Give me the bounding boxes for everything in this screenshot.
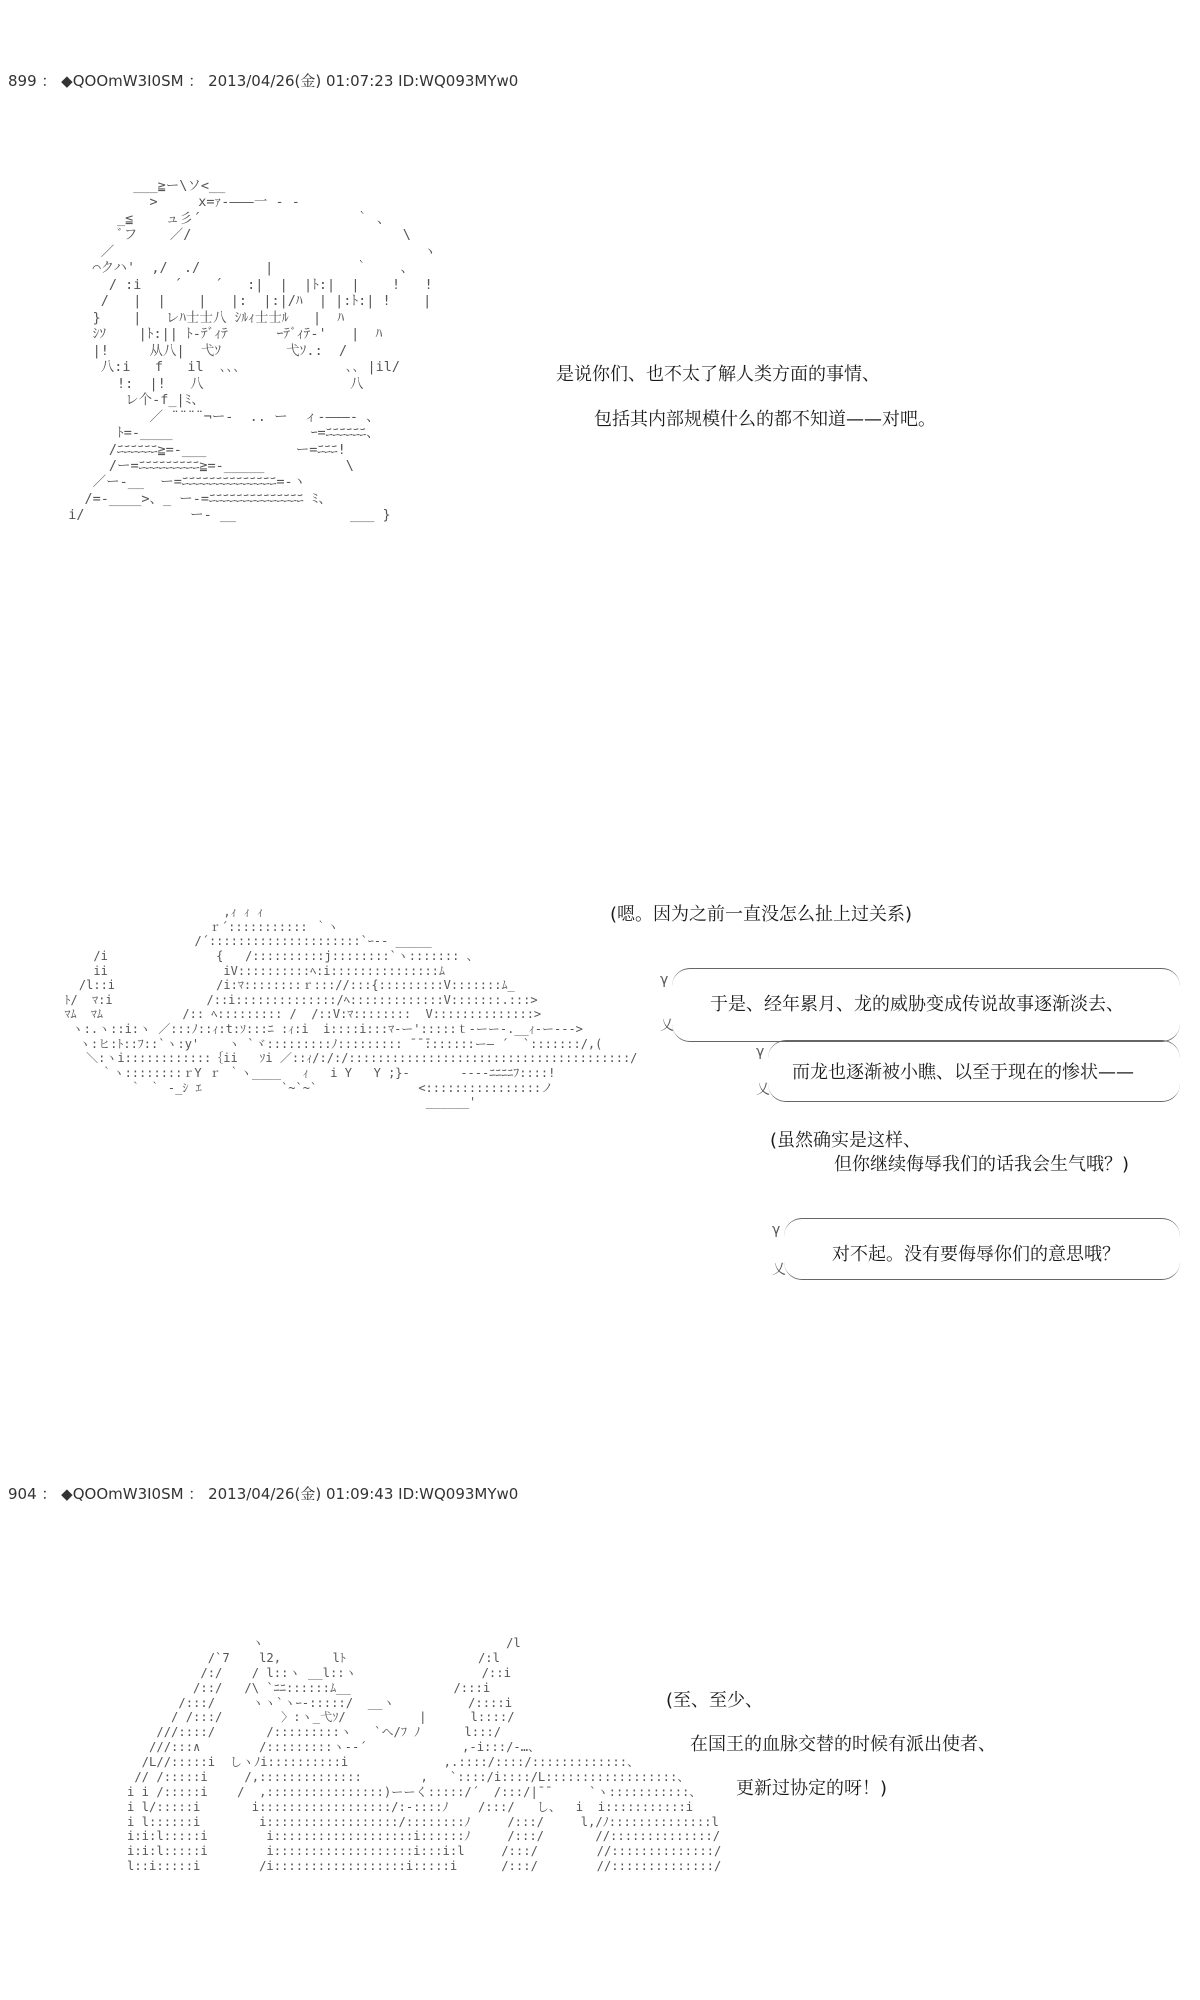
bubble-line: 而龙也逐渐被小瞧、以至于现在的惨状—— xyxy=(792,1062,1134,1083)
post-header-899: 899 ： ◆QOOmW3I0SM ： 2013/04/26(金) 01:07:23 ID:WQ093MYw0 xyxy=(8,72,519,90)
speech-bubble: γ 乂 xyxy=(784,1218,1180,1280)
aside-text: (虽然确实是这样、 xyxy=(770,1130,922,1151)
dialogue-line: 更新过协定的呀！) xyxy=(736,1778,888,1799)
aside-text: (嗯。因为之前一直没怎么扯上过关系) xyxy=(610,904,913,925)
dialogue-line: 包括其内部规模什么的都不知道——对吧。 xyxy=(594,409,936,430)
post-header-904: 904 ： ◆QOOmW3I0SM ： 2013/04/26(金) 01:09:43 ID:WQ093MYw0 xyxy=(8,1485,519,1503)
portrait-ascii-art: ___≧ー\ソ<__ > x=ｧ-―――一 ‐ - _≦ ュ彡´ ｀ 、 ﾞフ ／/ \ ／ ヽ ⌒クハ' ,/ ./ | ｀ 、 / :i ´ ´ :| | |ﾄ:| | ! ! / | | | |: |:|/ﾊ | |:ﾄ:| ! | } | レﾊ士士八 ｼﾙｨ士士ﾙ | ﾊ ｼｿ |ﾄ:|| ﾄ-ﾃﾞｨﾃ ｰﾃﾞｨﾃ-' | ﾊ |! 从八| 弋ｿ 弋ｿ.: / 八:i f il ､､､ ､､ |il/ !: |! 八 八 レ个-f_|ﾐ、 ／ ¨¨¨¨¬ー- .. ー ィ-―――- 、 ﾄ=-____ ｰ=ﾆﾆﾆﾆﾆﾆ、 /ﾆﾆﾆﾆﾆﾆ≧=-___ ー=ﾆﾆﾆ! /ー=ﾆﾆﾆﾆﾆﾆﾆﾆﾆ≧=-_____ \ ／ー-__ ー=ﾆﾆﾆﾆﾆﾆﾆﾆﾆﾆﾆﾆﾆﾆ=-ヽ /=-____>、_ ー-=ﾆﾆﾆﾆﾆﾆﾆﾆﾆﾆﾆﾆﾆﾆ ﾐ、 i/ ー- __ ___ } xyxy=(68,178,437,524)
speech-bubble: γ 乂 xyxy=(768,1040,1180,1102)
bubble-line: 对不起。没有要侮辱你们的意思哦？ xyxy=(832,1244,1120,1265)
aside-text: 但你继续侮辱我们的话我会生气哦？) xyxy=(834,1154,1130,1175)
dialogue-line: 是说你们、也不太了解人类方面的事情、 xyxy=(556,364,880,385)
speech-bubble: γ 乂 xyxy=(672,968,1180,1042)
dialogue-line: (至、至少、 xyxy=(666,1690,764,1711)
child-ascii-art: ヽ /l /`7 l2, lﾄ /:l /:/ / l::ヽ __l::ヽ /::i /::/ /\ `ﾆﾆ::::::ﾑ__ /:::i /:::/ ヽヽ`ヽｰ-:::::/ __ヽ /::::i / /:::/ 〉:ヽ_弋ｿ/ | l::::/ ///::::/ /:::::::::ヽ `ヘ/ﾌ ﾉ l:::/ ///:::∧ /:::::::::ヽ-‐´ ,-i:::/-…、 /L//:::::i しヽﾉi::::::::::i ,.::::/::::/:::::::::::::、 // /:::::i /,:::::::::::::: , `::::/i::::/L::::::::::::::::::、 i i /:::::i / ,::::::::::::::::)ーーく:::::/´ /:::/|¯¯ `ヽ:::::::::::、 i l/:::::i i::::::::::::::::::/:-::::ﾉ /:::/ し、 i i:::::::::::i i l::::::i i::::::::::::::::::/::::::::ﾉ /:::/ l,/ﾉ::::::::::::::l i:i:l:::::i i:::::::::::::::::::i::::::ﾉ /:::/ //::::::::::::::/ i:i:l:::::i i:::::::::::::::::::i:::i:l /:::/ //::::::::::::::/ l::i:::::i /i::::::::::::::::::i:::::i /:::/ //::::::::::::::/ xyxy=(127,1636,722,1874)
dragon-ascii-art: ,ｨ ｨ ｨ ｒ´::::::::::: ｀ヽ /´:::::::::::::::::::::`ｰ-- _____ /i { /::::::::::j::::::::`ヽ::::::: 、 ii iV::::::::::ﾍ:i:::::::::::::::ﾑ /l::i /i:ﾏ::::::::ｒ::://:::{:::::::::V:::::::ﾑ_ ﾄ/ ﾏ:i /::i::::::::::::::/ﾍ:::::::::::::V:::::::.:::> ﾏﾑ ﾏﾑ /:: ﾍ::::::::: / /::V:ﾏ:::::::: V::::::::::::::> ヽ:.ヽ::i:ヽ ／:::ﾉ::ｨ:t:ｿ:::ﾆ :ｨ:i i::::i:::ﾏ-ー':::::ｔ-ーー-.__ｨ-ー---> ヽ:ヒ:ﾄ::ﾌ::`ヽ:y' ヽ `ヾ:::::::::ﾉ::::::::: ̄ ̄ ̄:::::::ー― ´ `:::::::/,( ＼:ヽi::::::::::::｛ii ｿi ／::ｨ/:/:/:::::::::::::::::::::::::::::::::::::::/ ｀ヽ::::::::ｒY ｒ ｀ヽ____ ｨ i Y Y ;}- ----ﾆﾆﾆﾆﾌ::::! ｀ ｀ -_ｼ ｴ `~`~` <::::::::::::::::ノ ______' xyxy=(64,905,638,1110)
dialogue-line: 在国王的血脉交替的时候有派出使者、 xyxy=(690,1734,996,1755)
bubble-line: 于是、经年累月、龙的威胁变成传说故事逐渐淡去、 xyxy=(710,994,1124,1015)
